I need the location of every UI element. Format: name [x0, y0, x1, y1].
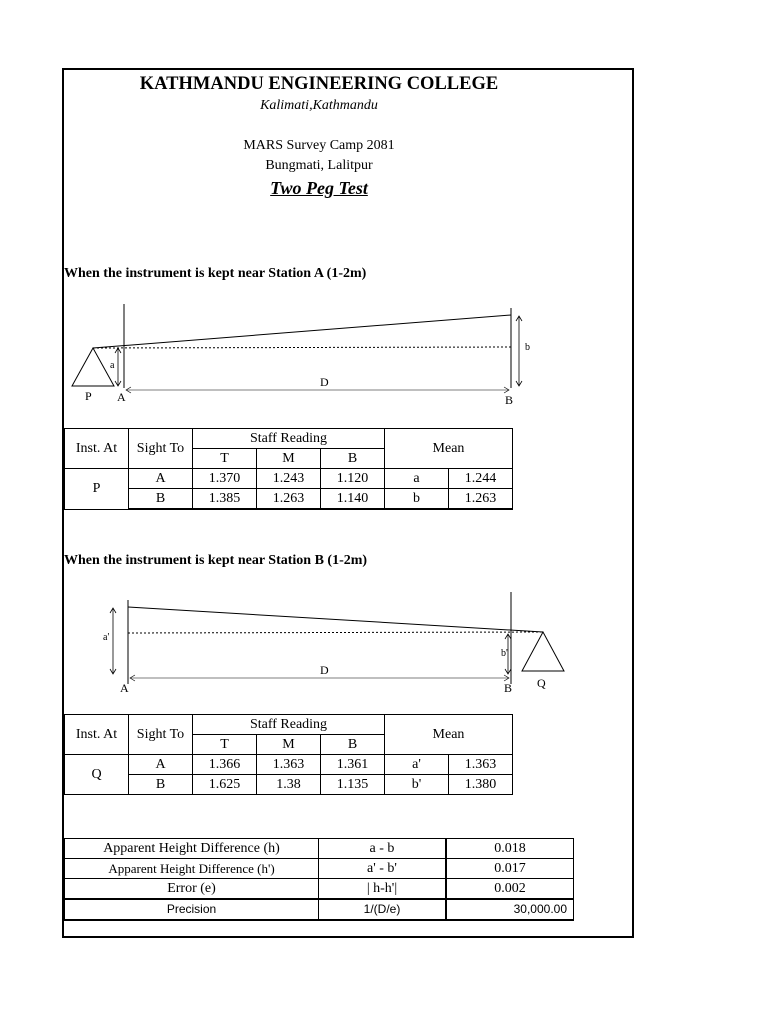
- mean-value: 1.363: [449, 755, 513, 775]
- horizontal-line: [128, 632, 543, 633]
- summary-label: Error (e): [65, 879, 319, 900]
- header-m: M: [257, 449, 321, 469]
- table-row: [65, 469, 513, 489]
- label-q: Q: [537, 676, 546, 690]
- station-cell: Q: [65, 755, 129, 795]
- label-station-a: A: [117, 390, 126, 404]
- header-mean: Mean: [385, 429, 513, 469]
- header-staff-reading: Staff Reading: [193, 715, 385, 735]
- reading-t: 1.370: [193, 469, 257, 489]
- sight-cell: A: [129, 469, 193, 489]
- summary-label: Precision: [65, 899, 319, 920]
- section1-heading: When the instrument is kept near Station A (1-2m): [64, 266, 367, 281]
- horizontal-line: [93, 347, 511, 348]
- label-station-b: B: [505, 393, 514, 407]
- reading-b: 1.140: [321, 489, 385, 510]
- label-station-a: A: [120, 681, 129, 695]
- line-of-sight: [128, 607, 543, 632]
- header-inst-at: Inst. At: [65, 715, 129, 755]
- label-a-prime: a': [103, 632, 110, 643]
- diagram-station-a: [64, 300, 634, 410]
- header-sight-to: Sight To: [129, 429, 193, 469]
- label-b: b: [525, 342, 530, 353]
- label-d: D: [320, 663, 329, 677]
- reading-m: 1.263: [257, 489, 321, 510]
- header-b: B: [321, 449, 385, 469]
- reading-m: 1.363: [257, 755, 321, 775]
- reading-t: 1.366: [193, 755, 257, 775]
- table-row: [65, 489, 513, 510]
- instrument-tripod-q: [522, 632, 564, 671]
- header-m: M: [257, 735, 321, 755]
- label-b-prime: b': [501, 648, 508, 659]
- reading-m: 1.38: [257, 775, 321, 795]
- summary-label: Apparent Height Difference (h): [65, 839, 319, 859]
- header-staff-reading: Staff Reading: [193, 429, 385, 449]
- table-row: [65, 775, 513, 795]
- reading-b: 1.135: [321, 775, 385, 795]
- reading-m: 1.243: [257, 469, 321, 489]
- table-station-b: [64, 714, 513, 795]
- summary-formula: a' - b': [319, 859, 447, 879]
- table-row: [65, 899, 574, 920]
- summary-value: 0.017: [446, 859, 574, 879]
- summary-label: Apparent Height Difference (h'): [65, 859, 319, 879]
- header-sight-to: Sight To: [129, 715, 193, 755]
- instrument-tripod-p: [72, 348, 114, 386]
- mean-label: a: [385, 469, 449, 489]
- college-location: Kalimati,Kathmandu: [260, 98, 378, 113]
- label-p: P: [85, 389, 92, 403]
- diagram-station-b: [64, 588, 634, 698]
- mean-label: a': [385, 755, 449, 775]
- header-t: T: [193, 449, 257, 469]
- sight-cell: B: [129, 775, 193, 795]
- table-row: [65, 859, 574, 879]
- camp-title: MARS Survey Camp 2081: [243, 138, 395, 153]
- reading-b: 1.120: [321, 469, 385, 489]
- summary-formula: 1/(D/e): [319, 899, 447, 920]
- table-station-a: [64, 428, 513, 510]
- table-row: [65, 755, 513, 775]
- summary-table: [64, 838, 574, 921]
- survey-sheet: [62, 68, 634, 938]
- table-row: [65, 839, 574, 859]
- mean-value: 1.244: [449, 469, 513, 489]
- header-inst-at: Inst. At: [65, 429, 129, 469]
- label-station-b: B: [504, 681, 513, 695]
- section2-heading: When the instrument is kept near Station B (1-2m): [64, 553, 368, 568]
- test-title: Two Peg Test: [270, 178, 368, 198]
- summary-value: 0.018: [446, 839, 574, 859]
- mean-label: b: [385, 489, 449, 510]
- table-row: [65, 879, 574, 900]
- summary-formula: a - b: [319, 839, 447, 859]
- mean-value: 1.380: [449, 775, 513, 795]
- reading-t: 1.385: [193, 489, 257, 510]
- header-b: B: [321, 735, 385, 755]
- mean-value: 1.263: [449, 489, 513, 510]
- sight-cell: B: [129, 489, 193, 510]
- station-cell: P: [65, 469, 129, 510]
- sight-cell: A: [129, 755, 193, 775]
- summary-value: 30,000.00: [446, 899, 574, 920]
- camp-location: Bungmati, Lalitpur: [265, 158, 373, 173]
- summary-value: 0.002: [446, 879, 574, 900]
- label-d: D: [320, 375, 329, 389]
- mean-label: b': [385, 775, 449, 795]
- reading-t: 1.625: [193, 775, 257, 795]
- header-mean: Mean: [385, 715, 513, 755]
- summary-formula: | h-h'|: [319, 879, 447, 900]
- header-t: T: [193, 735, 257, 755]
- reading-b: 1.361: [321, 755, 385, 775]
- label-a: a: [110, 360, 115, 371]
- college-title: KATHMANDU ENGINEERING COLLEGE: [139, 74, 499, 94]
- line-of-sight: [93, 315, 511, 348]
